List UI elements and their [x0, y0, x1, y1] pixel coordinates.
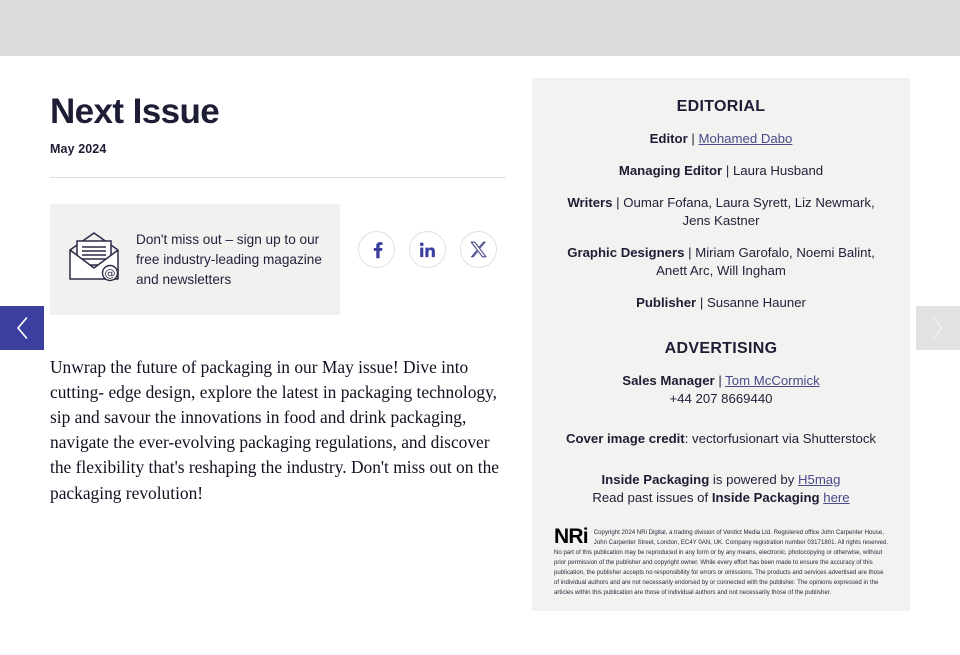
- powered-brand: Inside Packaging: [601, 471, 710, 487]
- browser-chrome-bar: [0, 0, 960, 56]
- editorial-heading: EDITORIAL: [676, 98, 766, 115]
- linkedin-icon: [419, 242, 436, 258]
- publisher-name: Susanne Hauner: [706, 294, 806, 310]
- credit-role-publisher: Publisher: [636, 294, 697, 310]
- page-title: Next Issue: [50, 92, 220, 131]
- credit-writers: [554, 194, 888, 230]
- chevron-left-icon: [12, 314, 32, 342]
- signup-row: [50, 204, 506, 315]
- social-link-facebook[interactable]: [358, 231, 395, 268]
- social-link-twitter-x[interactable]: [460, 231, 497, 268]
- twitter-x-icon: [470, 241, 487, 258]
- separator: |: [684, 244, 696, 260]
- readpast-prefix: Read past issues of: [592, 489, 712, 505]
- h5mag-link[interactable]: H5mag: [797, 471, 841, 487]
- powered-by-block: [554, 471, 888, 507]
- designers-names: Miriam Garofalo, Noemi Balint, Anett Arc, Will Ingham: [656, 244, 875, 278]
- issue-date: May 2024: [50, 142, 107, 157]
- fineprint-block: [554, 524, 889, 598]
- managing-editor-name: Laura Husband: [732, 162, 824, 178]
- fineprint-head: [554, 524, 889, 548]
- credit-role-editor: Editor: [649, 131, 688, 146]
- advertising-heading: ADVERTISING: [664, 339, 778, 357]
- copyright-text: Copyright 2024 NRi Digital, a trading division of Verdict Media Ltd. Registered office John Carpenter House, John Carpenter Street, London, EC4Y 0AN, UK. Company registration number 03171801. All rights reserved.: [593, 528, 889, 546]
- separator: |: [687, 131, 699, 146]
- credit-role-writers: Writers: [567, 194, 613, 210]
- credit-graphic-designers: [554, 244, 888, 280]
- envelope-at-icon: [66, 230, 122, 289]
- sales-manager-name-link[interactable]: Tom McCormick: [725, 372, 820, 388]
- sales-phone: +44 207 8669440: [669, 390, 773, 406]
- credit-managing-editor: [554, 162, 888, 180]
- writers-names: Oumar Fofana, Laura Syrett, Liz Newmark, Jens Kastner: [623, 194, 875, 228]
- signup-text: Don't miss out – sign up to our free industry-leading magazine and newsletters: [136, 232, 322, 287]
- readpast-brand: Inside Packaging: [711, 489, 820, 505]
- separator: |: [696, 294, 707, 310]
- colon: :: [684, 430, 693, 446]
- read-past-issues-line: [554, 489, 888, 507]
- social-links: [358, 231, 497, 268]
- disclaimer-text: No part of this publication may be reproduced in any form or by any means, electronic, photocopying or otherwise, without prior permission of the publisher and copyright owner. While every effort has been made to ensure the accuracy of this publication, the publisher accepts no responsibility for errors or omissions. The products and services advertised are those of individual authors and are not necessarily endorsed by or connected with the publisher. The opinions expressed in the articles within this publication are those of individual authors and not necessarily those of the publisher.: [554, 549, 884, 596]
- previous-page-button[interactable]: [0, 306, 44, 350]
- credit-editor: [554, 130, 888, 148]
- read-past-issues-link[interactable]: here: [823, 489, 850, 505]
- separator: |: [612, 194, 624, 210]
- credit-role-sales-manager: Sales Manager: [622, 372, 715, 388]
- chevron-right-icon: [928, 314, 948, 342]
- separator: |: [714, 372, 726, 388]
- editor-name-link[interactable]: Mohamed Dabo: [698, 131, 793, 146]
- facebook-icon: [369, 241, 385, 259]
- separator: |: [722, 162, 733, 178]
- credit-publisher: [554, 294, 888, 312]
- masthead-panel: [532, 78, 910, 611]
- powered-middle: is powered by: [709, 471, 798, 487]
- newsletter-signup-box[interactable]: [50, 204, 340, 315]
- svg-text:@: @: [104, 267, 116, 281]
- credit-role-graphic-designers: Graphic Designers: [567, 244, 685, 260]
- next-page-button[interactable]: [916, 306, 960, 350]
- cover-image-credit: [554, 430, 888, 448]
- issue-description: Unwrap the future of packaging in our May issue! Dive into cutting- edge design, explore the latest in packaging technology, sip and savour the innovations in food and drink packaging, navigate the ever-evolving packaging regulations, and discover the flexibility that's reshaping the industry. Don't miss out on the packaging revolution!: [50, 357, 500, 503]
- social-link-linkedin[interactable]: [409, 231, 446, 268]
- credit-role-cover-image: Cover image credit: [565, 430, 685, 446]
- powered-by-line: [554, 471, 888, 489]
- cover-credit-value: vectorfusionart via Shutterstock: [692, 430, 877, 446]
- credit-role-managing-editor: Managing Editor: [618, 162, 723, 178]
- credit-sales-manager: [554, 372, 888, 390]
- next-issue-column: [50, 92, 506, 506]
- title-divider: [50, 177, 506, 178]
- nri-logo: NRi: [554, 524, 588, 548]
